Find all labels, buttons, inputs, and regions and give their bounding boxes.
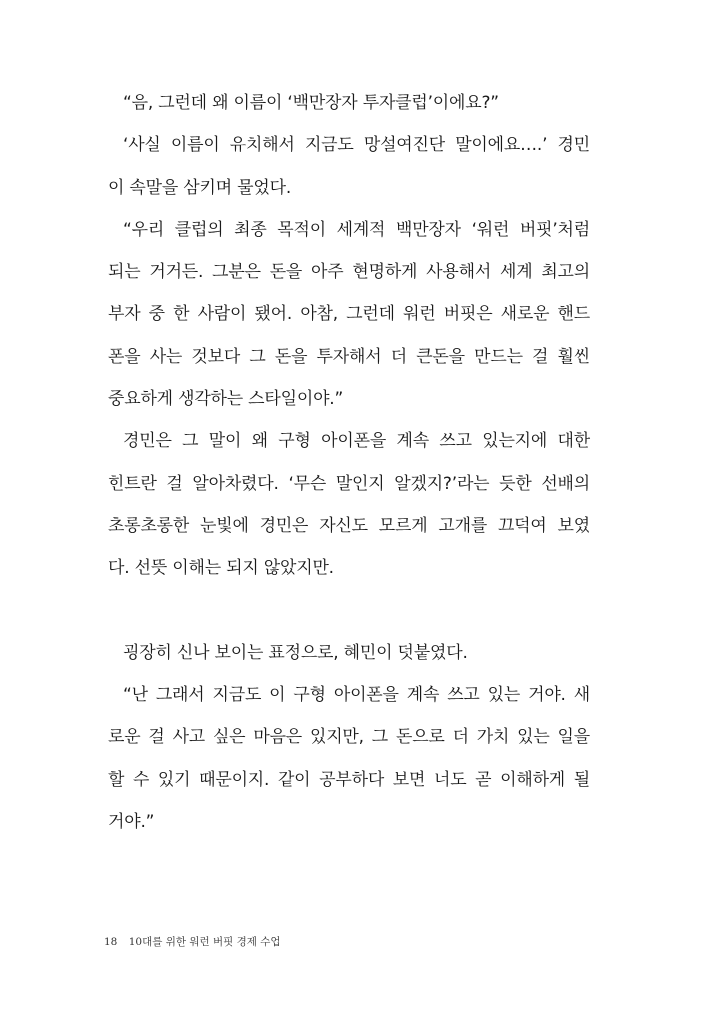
paragraph-break — [108, 590, 590, 632]
text-line: 초롱초롱한 눈빛에 경민은 자신도 모르게 고개를 끄덕여 보였 — [108, 515, 590, 536]
text-line: 중요하게 생각하는 스타일이야.” — [108, 389, 344, 410]
text-line: “음, 그런데 왜 이름이 ‘백만장자 투자클럽’이에요?” — [123, 93, 499, 113]
body-text — [108, 82, 590, 843]
text-line: 폰을 사는 것보다 그 돈을 투자해서 더 큰돈을 만드는 걸 훨씬 — [108, 346, 590, 367]
text-line: 거야.” — [108, 812, 155, 833]
text-line: “난 그래서 지금도 이 구형 아이폰을 계속 쓰고 있는 거야. 새 — [123, 685, 590, 706]
text-line: 경민은 그 말이 왜 구형 아이폰을 계속 쓰고 있는지에 대한 — [123, 431, 590, 452]
text-line: 굉장히 신나 보이는 표정으로, 혜민이 덧붙였다. — [123, 642, 468, 663]
text-line: 되는 거거든. 그분은 돈을 아주 현명하게 사용해서 세계 최고의 — [108, 262, 590, 283]
text-line: 이 속말을 삼키며 물었다. — [108, 177, 292, 198]
text-line: ‘사실 이름이 유치해서 지금도 망설여진단 말이에요….’ 경민 — [123, 135, 590, 156]
text-line: 할 수 있기 때문이지. 같이 공부하다 보면 너도 곧 이해하게 될 — [108, 769, 590, 790]
page-footer — [104, 934, 280, 949]
text-line: “우리 클럽의 최종 목적이 세계적 백만장자 ‘워런 버핏’처럼 — [123, 219, 590, 240]
page-number: 18 — [104, 936, 118, 948]
text-line: 힌트란 걸 알아차렸다. ‘무슨 말인지 알겠지?’라는 듯한 선배의 — [108, 473, 590, 494]
text-line: 로운 걸 사고 싶은 마음은 있지만, 그 돈으로 더 가치 있는 일을 — [108, 727, 590, 748]
text-line: 부자 중 한 사람이 됐어. 아참, 그런데 워런 버핏은 새로운 핸드 — [108, 304, 590, 325]
text-line: 다. 선뜻 이해는 되지 않았지만. — [108, 558, 334, 579]
running-title: 10대를 위한 워런 버핏 경제 수업 — [128, 936, 281, 948]
